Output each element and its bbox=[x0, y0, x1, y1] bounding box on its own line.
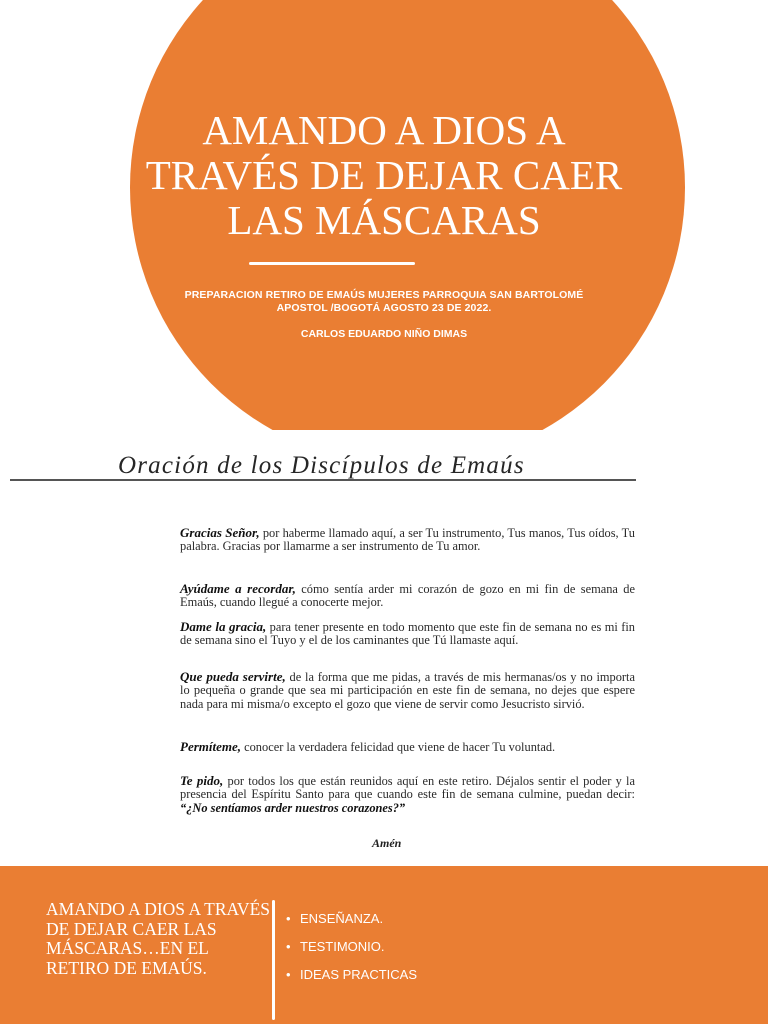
prayer-paragraph bbox=[180, 670, 635, 711]
paragraph-text: por todos los que están reunidos aquí en este retiro. Déjalos sentir el poder y la presencia del Espíritu Santo para que cuando este fin de semana culmine, puedan decir: bbox=[180, 774, 635, 802]
cover-author: CARLOS EDUARDO NIÑO DIMAS bbox=[300, 328, 468, 340]
cover-section bbox=[0, 0, 768, 430]
paragraph-lead: Que pueda servirte, bbox=[180, 669, 286, 684]
footer-bullet-item bbox=[286, 967, 417, 995]
paragraph-text: para tener presente en todo momento que este fin de semana no es mi fin de semana sino el Tuyo y el de los caminantes que Tú llamaste aquí. bbox=[180, 620, 635, 648]
bullet-icon: • bbox=[286, 939, 291, 954]
footer-bullet-list bbox=[286, 911, 417, 995]
paragraph-lead: Dame la gracia, bbox=[180, 619, 267, 634]
paragraph-text: de la forma que me pidas, a través de mis hermanas/os y no importa lo pequeña o grande que sea mi participación en este fin de semana, no dejes que espere nada para mi misma/o excepto el gozo que viene de servir como Jesucristo sirvió. bbox=[180, 670, 635, 711]
title-divider bbox=[249, 262, 415, 265]
bullet-icon: • bbox=[286, 911, 291, 926]
prayer-title: Oración de los Discípulos de Emaús bbox=[118, 452, 525, 479]
prayer-amen: Amén bbox=[372, 836, 402, 850]
bullet-label: IDEAS PRACTICAS bbox=[300, 967, 418, 982]
paragraph-closing-quote: “¿No sentíamos arder nuestros corazones?” bbox=[180, 800, 406, 815]
paragraph-lead: Ayúdame a recordar, bbox=[180, 581, 296, 596]
bullet-icon: • bbox=[286, 967, 291, 982]
paragraph-text: conocer la verdadera felicidad que viene de hacer Tu voluntad. bbox=[241, 740, 556, 754]
paragraph-lead: Gracias Señor, bbox=[180, 525, 260, 540]
paragraph-lead: Te pido, bbox=[180, 773, 224, 788]
footer-divider bbox=[272, 900, 275, 1020]
paragraph-lead: Permíteme, bbox=[180, 739, 242, 754]
footer-bullet-item bbox=[286, 911, 417, 939]
prayer-paragraph bbox=[180, 620, 635, 648]
prayer-title-rule bbox=[10, 479, 636, 481]
footer-bullet-item bbox=[286, 939, 417, 967]
prayer-paragraph bbox=[180, 526, 635, 554]
footer-band bbox=[0, 866, 768, 1024]
bullet-label: TESTIMONIO. bbox=[300, 939, 385, 954]
prayer-paragraph bbox=[180, 740, 635, 754]
paragraph-text: cómo sentía arder mi corazón de gozo en mi fin de semana de Emaús, cuando llegué a conocerte mejor. bbox=[180, 582, 635, 610]
cover-title: AMANDO A DIOS A TRAVÉS DE DEJAR CAER LAS MÁSCARAS bbox=[145, 107, 623, 243]
prayer-paragraph bbox=[180, 582, 635, 610]
cover-subtitle: PREPARACION RETIRO DE EMAÚS MUJERES PARROQUIA SAN BARTOLOMÉ APOSTOL /BOGOTÁ AGOSTO 23 DE 2022. bbox=[184, 289, 584, 314]
prayer-paragraph bbox=[180, 774, 635, 815]
footer-title: AMANDO A DIOS A TRAVÉS DE DEJAR CAER LAS MÁSCARAS…EN EL RETIRO DE EMAÚS. bbox=[46, 899, 270, 978]
bullet-label: ENSEÑANZA. bbox=[300, 911, 384, 926]
prayer-scan bbox=[0, 430, 768, 860]
paragraph-text: por haberme llamado aquí, a ser Tu instrumento, Tus manos, Tus oídos, Tu palabra. Gracias por llamarme a ser instrumento de Tu amor. bbox=[180, 526, 635, 554]
